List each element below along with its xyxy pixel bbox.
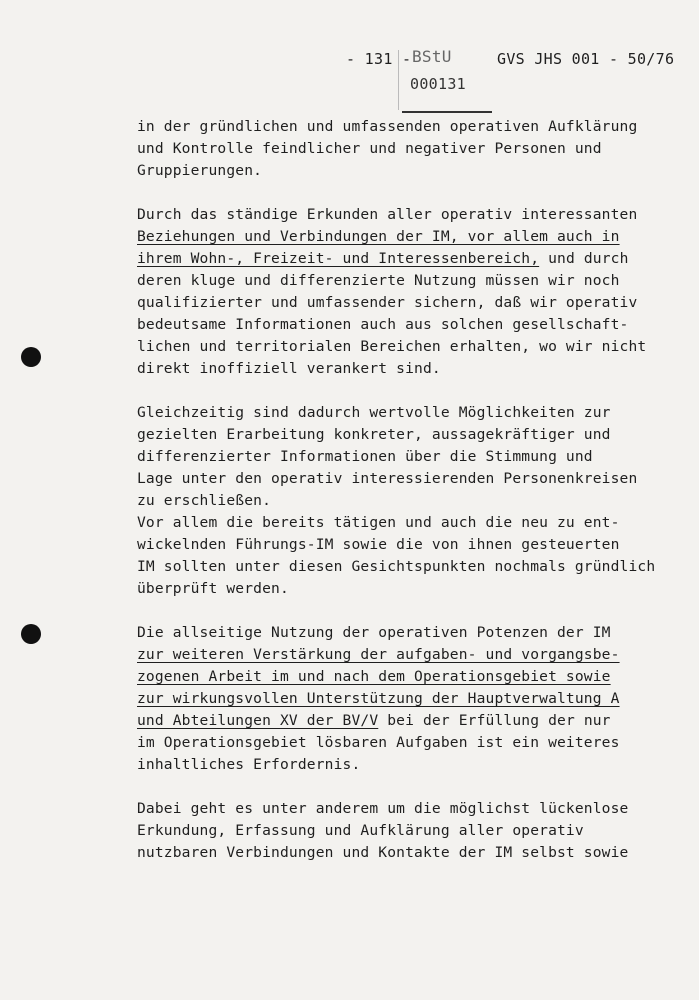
text-line (137, 754, 657, 776)
text-segment: Dabei geht es unter anderem um die möglichst lückenlose (137, 800, 629, 817)
text-line (137, 314, 657, 336)
text-segment: im Operationsgebiet lösbaren Aufgaben ist ein weiteres (137, 734, 620, 751)
text-line (137, 358, 657, 380)
archive-stamp-number: 000131 (410, 75, 466, 93)
stamp-underline (402, 111, 492, 113)
paragraph (137, 116, 657, 182)
text-line (137, 204, 657, 226)
text-segment: Vor allem die bereits tätigen und auch die neu zu ent- (137, 514, 620, 531)
text-segment: in der gründlichen und umfassenden operativen Aufklärung (137, 118, 638, 135)
text-segment: Die allseitige Nutzung der operativen Potenzen der IM (137, 624, 611, 641)
underlined-text: ihrem Wohn-, Freizeit- und Interessenbereich, (137, 250, 540, 267)
text-line (137, 644, 657, 666)
text-line (137, 424, 657, 446)
text-line (137, 248, 657, 270)
text-line (137, 116, 657, 138)
text-line (137, 512, 657, 534)
text-segment: IM sollten unter diesen Gesichtspunkten nochmals gründlich (137, 558, 656, 575)
text-line (137, 402, 657, 424)
text-segment: direkt inoffiziell verankert sind. (137, 360, 441, 377)
text-segment: wickelnden Führungs-IM sowie die von ihnen gesteuerten (137, 536, 620, 553)
text-segment: zu erschließen. (137, 492, 272, 509)
text-segment: deren kluge und differenzierte Nutzung müssen wir noch (137, 272, 620, 289)
text-line (137, 842, 657, 864)
underlined-text: Beziehungen und Verbindungen der IM, vor allem auch in (137, 228, 620, 245)
text-segment: bei der Erfüllung der nur (378, 712, 611, 729)
page-number: - 131 - (346, 50, 412, 68)
archive-stamp-frame (398, 50, 475, 110)
text-line (137, 732, 657, 754)
text-segment: Durch das ständige Erkunden aller operativ interessanten (137, 206, 638, 223)
text-line (137, 578, 657, 600)
text-line (137, 820, 657, 842)
paragraph (137, 622, 657, 776)
text-line (137, 688, 657, 710)
text-line (137, 270, 657, 292)
text-segment: und durch (539, 250, 629, 267)
text-line (137, 534, 657, 556)
document-reference: GVS JHS 001 - 50/76 (497, 50, 675, 68)
text-line (137, 336, 657, 358)
underlined-text: zogenen Arbeit im und nach dem Operationsgebiet sowie (137, 668, 611, 685)
text-segment: qualifizierter und umfassender sichern, daß wir operativ (137, 294, 638, 311)
punch-hole-icon (21, 347, 41, 367)
text-line (137, 798, 657, 820)
text-segment: nutzbaren Verbindungen und Kontakte der IM selbst sowie (137, 844, 629, 861)
text-segment: Lage unter den operativ interessierenden Personenkreisen (137, 470, 638, 487)
text-line (137, 468, 657, 490)
text-line (137, 160, 657, 182)
text-line (137, 226, 657, 248)
underlined-text: und Abteilungen XV der BV/V (137, 712, 379, 729)
text-segment: Gruppierungen. (137, 162, 263, 179)
text-line (137, 292, 657, 314)
punch-hole-icon (21, 624, 41, 644)
text-line (137, 556, 657, 578)
underlined-text: zur wirkungsvollen Unterstützung der Hauptverwaltung A (137, 690, 620, 707)
text-line (137, 138, 657, 160)
paragraph (137, 798, 657, 864)
text-segment: inhaltliches Erfordernis. (137, 756, 361, 773)
text-line (137, 710, 657, 732)
text-segment: Gleichzeitig sind dadurch wertvolle Möglichkeiten zur (137, 404, 611, 421)
text-line (137, 666, 657, 688)
text-segment: lichen und territorialen Bereichen erhalten, wo wir nicht (137, 338, 647, 355)
underlined-text: zur weiteren Verstärkung der aufgaben- und vorgangsbe- (137, 646, 620, 663)
text-line (137, 490, 657, 512)
paragraph (137, 402, 657, 600)
text-segment: überprüft werden. (137, 580, 289, 597)
text-segment: und Kontrolle feindlicher und negativer Personen und (137, 140, 602, 157)
text-segment: Erkundung, Erfassung und Aufklärung aller operativ (137, 822, 584, 839)
text-segment: gezielten Erarbeitung konkreter, aussagekräftiger und (137, 426, 611, 443)
paragraph (137, 204, 657, 380)
text-segment: differenzierter Informationen über die Stimmung und (137, 448, 593, 465)
archive-stamp-label: BStU (412, 47, 452, 66)
text-line (137, 446, 657, 468)
text-line (137, 622, 657, 644)
text-segment: bedeutsame Informationen auch aus solchen gesellschaft- (137, 316, 629, 333)
